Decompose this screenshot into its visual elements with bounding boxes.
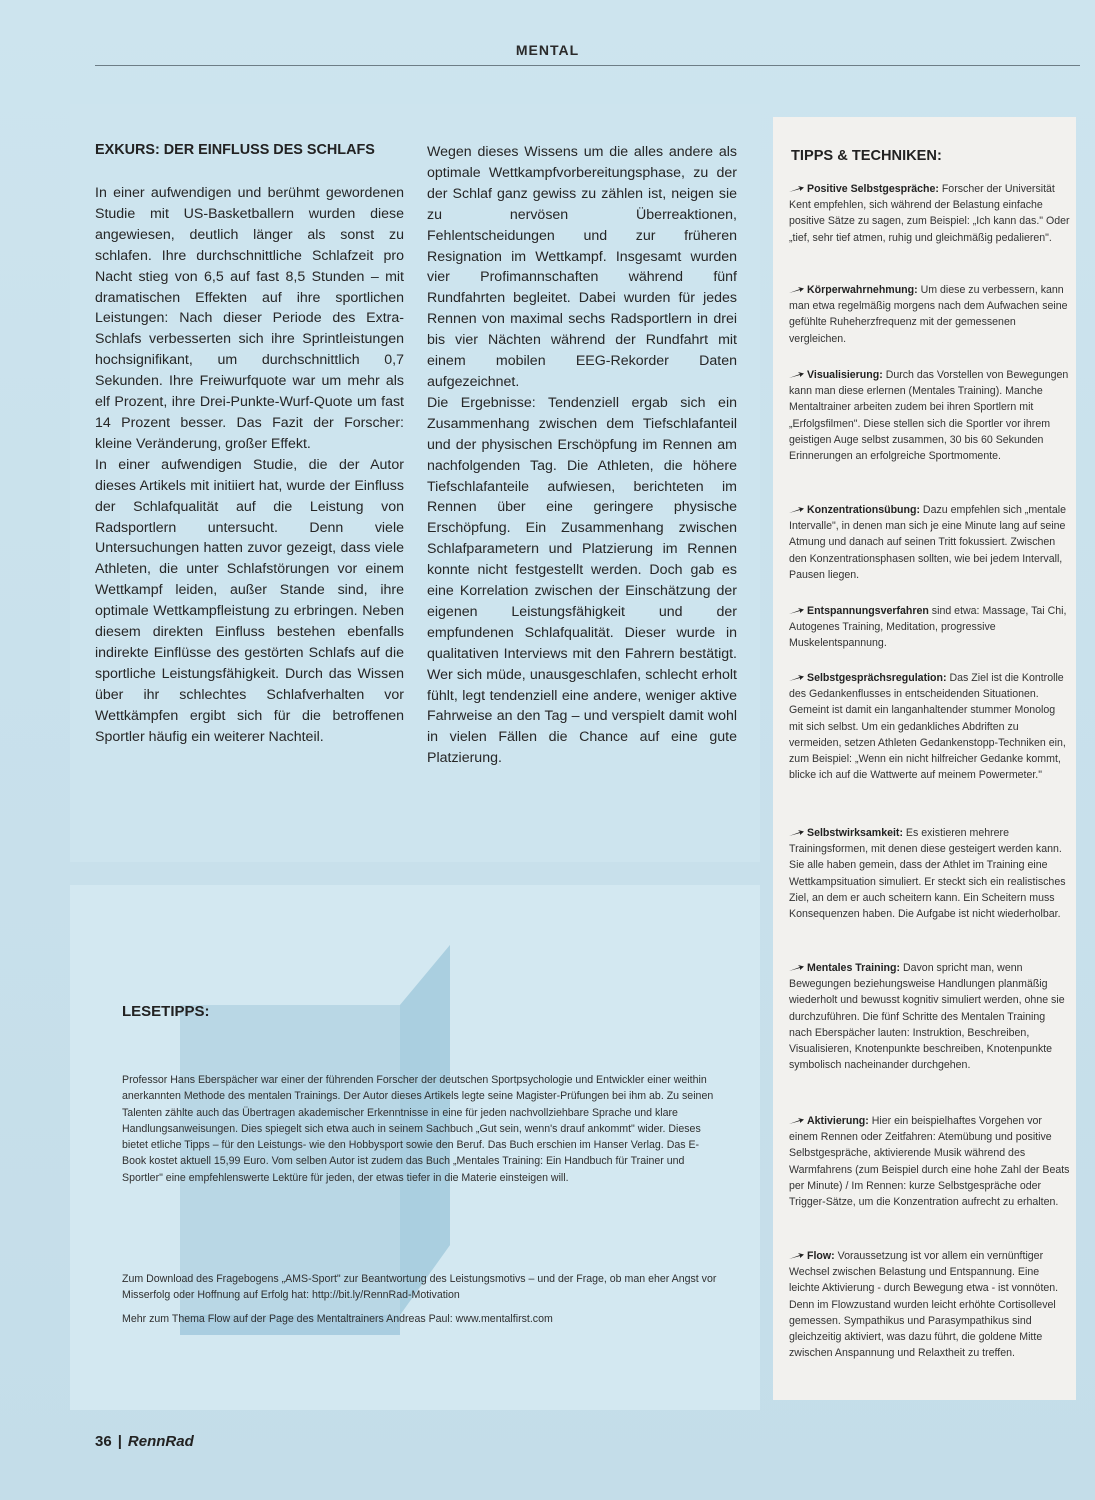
- exkurs-paragraph: Wegen dieses Wissens um die alles andere als optimale Wettkampfvorbereitungsphase, zu der der Schlaf ganz gewiss zu zählen ist, neigen sie zu nervösen Überreaktionen, Fehlentscheidungen und zur früheren Resignation im Wettkampf. Insgesamt wurden vier Profimannschaften während fünf Rundfahrten begleitet. Dabei wurden für jedes Rennen von maximal sechs Radsportlern in drei bis vier Nächten während der Rundfahrt mit einem mobilen EEG-Rekorder Daten aufgezeichnet.: [427, 144, 737, 390]
- exkurs-paragraph: In einer aufwendigen und berühmt gewordenen Studie mit US-Basketballern wurden diese angewiesen, deutlich länger als sonst zu schlafen. Ihre durchschnittliche Schlafzeit pro Nacht stieg von 6,5 auf fast 8,5 Stunden – mit dramatischen Effekten auf ihre sportlichen Leistungen: Nach dieser Periode des Extra-Schlafs verbesserten sich ihre Sprintleistungen hochsignifikant, um durchschnittlich 0,7 Sekunden. Ihre Freiwurfquote war um mehr als elf Prozent, ihre Drei-Punkte-Wurf-Quote um fast 14 Prozent besser. Das Fazit der Forscher: kleine Veränderung, großer Effekt.: [95, 185, 404, 452]
- tip-term: Mentales Training:: [807, 962, 901, 974]
- lesetipps-paragraph: Professor Hans Eberspächer war einer der führenden Forscher der deutschen Sportpsychologie und Entwickler einer weithin anerkannten Methode des mentalen Trainings. Der Autor dieses Artikels legte seine Magister-Prüfungen bei ihm ab. Zu seinen Talenten zählte auch das Übertragen akademischer Erkenntnisse in eine für jeden nachvollziehbare Sprache und klare Handlungsanweisungen. Dies spiegelt sich etwa auch in seinem Sachbuch „Gut sein, wenn's drauf ankommt" wider. Dieses bietet etliche Tipps – für den Leistungs- wie den Hobbysport sowie den Beruf. Das Buch erschien im Hanser Verlag. Das E-Book kostet aktuell 15,99 Euro. Vom selben Autor ist zudem das Buch „Mentales Training: Ein Handbuch für Trainer und Sportler" eine empfehlenswerte Lektüre für jeden, der etwas tiefer in die Materie einsteigen will.: [122, 1074, 714, 1184]
- header-rule: [95, 65, 1080, 66]
- tip-term: Selbstgesprächsregulation:: [807, 672, 947, 684]
- tip-term: Entspannungsverfahren: [807, 605, 929, 617]
- tip-text: Um diese zu verbessern, kann man etwa regelmäßig morgens nach dem Aufwachen seine gefühlte Ruheherzfrequenz mit der gemessenen vergleichen.: [789, 284, 1068, 345]
- tips-title: TIPPS & TECHNIKEN:: [791, 148, 942, 164]
- arrow-bullet-icon: [789, 287, 804, 294]
- arrow-bullet-icon: [789, 1253, 804, 1260]
- tip-item: [789, 367, 1070, 464]
- tip-item: [789, 960, 1070, 1073]
- page-number: 36: [95, 1433, 112, 1450]
- arrow-bullet-icon: [789, 1118, 804, 1125]
- tip-term: Positive Selbstgespräche:: [807, 183, 939, 195]
- tip-item: [789, 1248, 1070, 1361]
- tip-text: sind etwa: Massage, Tai Chi, Autogenes Training, Meditation, progressive Muskelentspannung.: [789, 605, 1067, 650]
- tip-term: Selbstwirksamkeit:: [807, 827, 903, 839]
- tip-text: Forscher der Universität Kent empfehlen, sich während der Belastung einfache positive Sätze zu sagen, zum Beispiel: „Ich kann das." Oder „tief, sehr tief atmen, ruhig und gleichmäßig pedalieren".: [789, 183, 1070, 244]
- tip-term: Flow:: [807, 1250, 835, 1262]
- page-footer: [95, 1433, 194, 1450]
- tip-term: Aktivierung:: [807, 1115, 869, 1127]
- footer-separator: |: [117, 1433, 122, 1450]
- arrow-bullet-icon: [789, 608, 804, 615]
- tip-item: [789, 502, 1070, 583]
- tip-text: Davon spricht man, wenn Bewegungen beziehungsweise Handlungen planmäßig wiederholt und bewusst kognitiv simuliert werden, ohne sie durchzuführen. Die fünf Schritte des Mentalen Training nach Eberspächer lauten: Instruktion, Beschreiben, Visualisieren, Knotenpunkte beschreiben, Knotenpunkte symbolisch nacheinander durchgehen.: [789, 962, 1065, 1072]
- tip-text: Dazu empfehlen sich „mentale Intervalle", in denen man sich je eine Minute lang auf seine Atmung und danach auf seinen Tritt fokussiert. Zwischen den Konzentrationsphasen sollten, wie bei jedem Intervall, Pausen liegen.: [789, 504, 1067, 581]
- arrow-bullet-icon: [789, 830, 804, 837]
- tip-text: Durch das Vorstellen von Bewegungen kann man diese erlernen (Mentales Training). Manche Mentaltrainer arbeiten zudem bei ihren Sportlern mit „Erfolgsfilmen". Diese stellen sich die Sportler vor ihrem geistigen Auge selbst zusammen, 30 bis 60 Sekunden Erinnerungen an erfolgreiche Sportmomente.: [789, 369, 1069, 463]
- exkurs-title: EXKURS: DER EINFLUSS DES SCHLAFS: [95, 142, 375, 158]
- section-title: MENTAL: [515, 42, 580, 58]
- lesetipps-paragraph: Zum Download des Fragebogens „AMS-Sport" zur Beantwortung des Leistungsmotivs – und der Frage, ob man eher Angst vor Misserfolg oder Hoffnung auf Erfolg hat: http://bit.ly/RennRad-Motivation: [122, 1273, 717, 1302]
- arrow-bullet-icon: [789, 675, 804, 682]
- exkurs-paragraph: Die Ergebnisse: Tendenziell ergab sich ein Zusammenhang zwischen dem Tiefschlafanteil und der physischen Erschöpfung im Rennen am nachfolgenden Tag. Die Athleten, die höhere Tiefschlafanteile aufwiesen, berichteten im Rennen über eine geringere physische Erschöpfung. Ein Zusammenhang zwischen Schlafparametern und Platzierung im Rennen konnte nicht festgestellt werden. Doch gab es eine Korrelation zwischen der Einschätzung der eigenen Leistungsfähigkeit und der empfundenen Schlafqualität. Dieser wurde in qualitativen Interviews mit den Fahrern bestätigt. Wer sich müde, unausgeschlafen, schlecht erholt fühlt, legt tendenziell eine andere, weniger aktive Fahrweise an den Tag – und verspielt damit wohl in vielen Fällen die Chance auf eine gute Platzierung.: [427, 394, 737, 767]
- tip-item: [789, 181, 1070, 246]
- exkurs-column-1: [95, 183, 404, 747]
- exkurs-paragraph: In einer aufwendigen Studie, die der Autor dieses Artikels mit initiiert hat, wurde der Einfluss der Schlafqualität auf die Leistung von Radsportlern untersucht. Denn viele Untersuchungen hatten zuvor gezeigt, dass viele Athleten, die unter Schlafstörungen vor einem Wettkampf leiden, außer Stande sind, ihre optimale Wettkampfleistung zu erbringen. Neben diesem direkten Einfluss bestehen ebenfalls indirekte Einflüsse des gestörten Schlafs auf die sportliche Leistungsfähigkeit. Durch das Wissen über ihr schlechtes Schlafverhalten vor Wettkämpfen ergibt sich für die betroffenen Sportler häufig ein weiterer Nachteil.: [95, 456, 404, 745]
- lesetipps-flow: [122, 1311, 722, 1327]
- tip-term: Konzentrationsübung:: [807, 504, 920, 516]
- tip-item: [789, 603, 1070, 652]
- tip-term: Körperwahrnehmung:: [807, 284, 918, 296]
- tip-text: Voraussetzung ist vor allem ein vernünftiger Wechsel zwischen Belastung und Entspannung. Eine leichte Aktivierung - durch Bewegung etwa - ist vonnöten. Denn im Flowzustand wurden leicht erhöhte Cortisollevel gemessen. Sympathikus und Parasympathikus sind gleichzeitig aktiviert, was dazu führt, die goldene Mitte zwischen Anspannung und Relaxtheit zu treffen.: [789, 1250, 1059, 1360]
- arrow-bullet-icon: [789, 186, 804, 193]
- magazine-brand: RennRad: [127, 1433, 194, 1450]
- lesetipps-download: [122, 1271, 722, 1304]
- tip-item: [789, 1113, 1070, 1210]
- tip-item: [789, 825, 1070, 922]
- tip-text: Das Ziel ist die Kontrolle des Gedankenflusses in entscheidenden Situationen. Gemeint ist damit ein langanhaltender stummer Monolog mit sich selbst. Um ein gedankliches Abdriften zu vermeiden, setzen Athleten Gedankenstopp-Techniken ein, zum Beispiel: „Wenn ein nicht hilfreicher Gedanke kommt, blicke ich auf die Wattwerte auf meinem Powermeter.": [789, 672, 1066, 782]
- tip-item: [789, 282, 1070, 347]
- arrow-bullet-icon: [789, 507, 804, 514]
- arrow-bullet-icon: [789, 372, 804, 379]
- tip-text: Es existieren mehrere Trainingsformen, mit denen diese gesteigert werden kann. Sie alle haben gemein, dass der Athlet im Training eine Wettkampsituation simuliert. Er steckt sich ein realistisches Ziel, an dem er auch scheitern kann. Ein Scheitern muss Konsequenzen haben. Die Aufgabe ist nicht wiederholbar.: [789, 827, 1066, 921]
- lesetipps-title: LESETIPPS:: [122, 1003, 210, 1020]
- arrow-bullet-icon: [789, 965, 804, 972]
- tip-item: [789, 670, 1070, 783]
- lesetipps-text: [122, 1072, 722, 1186]
- lesetipps-paragraph: Mehr zum Thema Flow auf der Page des Mentaltrainers Andreas Paul: www.mentalfirst.com: [122, 1313, 553, 1325]
- exkurs-column-2: [427, 142, 737, 769]
- tip-term: Visualisierung:: [807, 369, 883, 381]
- tip-text: Hier ein beispielhaftes Vorgehen vor einem Rennen oder Zeitfahren: Atemübung und positive Selbstgespräche, aktivierende Musik während des Warmfahrens (zum Beispiel durch eine hohe Zahl der Beats per Minute) / Im Rennen: kurze Selbstgespräche oder Trigger-Sätze, um die Konzentration aufrecht zu erhalten.: [789, 1115, 1070, 1209]
